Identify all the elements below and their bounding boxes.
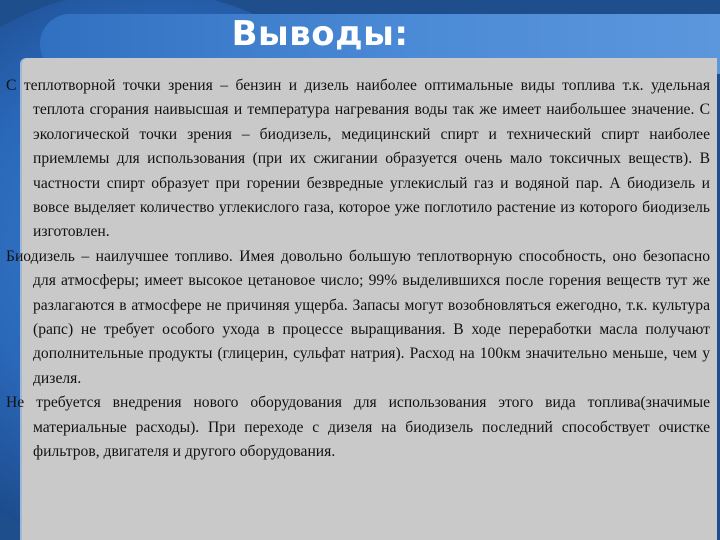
conclusions-text xyxy=(6,74,710,465)
paragraph-biodiesel-best: Биодизель – наилучшее топливо. Имея довольно большую теплотворную способность, оно безопасно для атмосферы; имеет высокое цетановое число; 99% выделившихся после горения веществ тут же разлагаются в атмосфере не причиняя ущерба. Запасы могут возобновляться ежегодно, т.к. культура (рапс) не требует особого ухода в процессе выращивания. В ходе переработки масла получают дополнительные продукты (глицерин, сульфат натрия). Расход на 100км значительно меньше, чем у дизеля. xyxy=(6,247,710,387)
slide-title: Выводы: xyxy=(231,14,409,54)
paragraph-no-new-equipment: Не требуется внедрения нового оборудования для использования этого вида топлива(значимые материальные расходы). При переходе с дизеля на биодизель последний способствует очистке фильтров, двигателя и другого оборудования. xyxy=(6,394,710,461)
paragraph-thermal-ecological: С теплотворной точки зрения – бензин и дизель наиболее оптимальные виды топлива т.к. удельная теплота сгорания наивысшая и температура нагревания воды так же имеет наибольшее значение. С экологической точки зрения – биодизель, медицинский спирт и технический спирт наиболее приемлемы для использования (при их сжигании образуется очень мало токсичных веществ). В частности спирт образует при горении безвредные углекислый газ и водяной пар. А биодизель и вовсе выделяет количество углекислого газа, которое уже поглотило растение из которого биодизель изготовлен. xyxy=(6,77,710,241)
